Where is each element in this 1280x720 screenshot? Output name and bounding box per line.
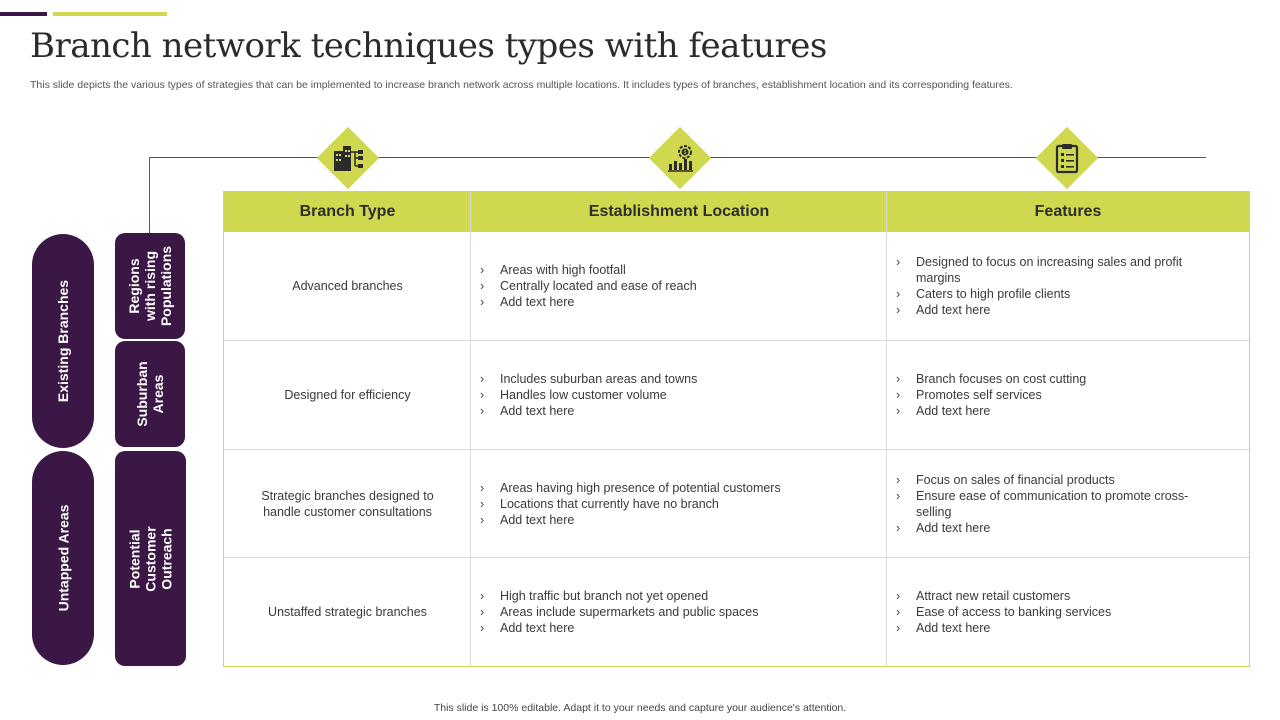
table-row-2-branch-type: Designed for efficiency (284, 388, 411, 402)
list-item: › Add text here (896, 520, 1196, 536)
list-item: › Caters to high profile clients (896, 286, 1196, 302)
list-item: › Locations that currently have no branch (480, 496, 781, 512)
table-row-1-location (480, 232, 880, 340)
table-row-4-features (896, 558, 1196, 666)
table-row-3-branch-type: Strategic branches designed to handle customer consultations (261, 488, 434, 519)
column-header-branch-type: Branch Type (224, 192, 471, 232)
table-row-4-branch-type: Unstaffed strategic branches (268, 605, 427, 619)
list-item: › Designed to focus on increasing sales and profit margins (896, 254, 1196, 286)
accent-bar-lime (53, 12, 167, 16)
list-item: › Branch focuses on cost cutting (896, 371, 1086, 387)
list-item: › Add text here (480, 403, 697, 419)
list-item: › Handles low customer volume (480, 387, 697, 403)
group-pill-existing-branches (32, 234, 94, 448)
table-row-3-location (480, 450, 880, 557)
page-title: Branch network techniques types with features (30, 26, 827, 66)
table-row-4-location (480, 558, 880, 666)
list-item: › Add text here (480, 620, 758, 636)
connector-line-vertical (149, 157, 150, 235)
list-item: › Centrally located and ease of reach (480, 278, 697, 294)
subgroup-pill-suburban-areas (115, 341, 185, 447)
table-row-1-features (896, 232, 1196, 340)
list-item: › Focus on sales of financial products (896, 472, 1196, 488)
list-item: › Add text here (896, 403, 1086, 419)
table-row-3-features (896, 450, 1196, 557)
accent-bar-dark (0, 12, 47, 16)
table-row-2-location (480, 341, 880, 449)
list-item: › Ensure ease of communication to promote cross-selling (896, 488, 1196, 520)
branch-techniques-table (223, 191, 1250, 667)
footer-note: This slide is 100% editable. Adapt it to your needs and capture your audience's attention. (433, 702, 847, 714)
clipboard-checklist-icon (1047, 138, 1087, 178)
column-header-establishment-location: Establishment Location (471, 192, 887, 232)
list-item: › Areas with high footfall (480, 262, 697, 278)
list-item: › High traffic but branch not yet opened (480, 588, 758, 604)
list-item: › Add text here (480, 294, 697, 310)
subgroup-pill-rising-populations (115, 233, 185, 339)
list-item: › Add text here (896, 620, 1111, 636)
svg-text:$: $ (683, 150, 687, 156)
list-item: › Areas having high presence of potential customers (480, 480, 781, 496)
subgroup-pill-customer-outreach (115, 451, 186, 666)
list-item: › Attract new retail customers (896, 588, 1111, 604)
growth-chart-gear-icon (660, 138, 700, 178)
list-item: › Add text here (480, 512, 781, 528)
table-row-2-features (896, 341, 1196, 449)
list-item: › Ease of access to banking services (896, 604, 1111, 620)
group-pill-untapped-areas (32, 451, 94, 665)
list-item: › Add text here (896, 302, 1196, 318)
column-divider (886, 192, 887, 666)
list-item: › Areas include supermarkets and public spaces (480, 604, 758, 620)
page-subtitle: This slide depicts the various types of strategies that can be implemented to increase branch network across multiple locations. It includes types of branches, establishment location and its corresponding features. (30, 79, 1013, 91)
group-label: Untapped Areas (55, 504, 71, 612)
list-item: › Promotes self services (896, 387, 1086, 403)
list-item: › Includes suburban areas and towns (480, 371, 697, 387)
group-label: Existing Branches (55, 279, 71, 403)
subgroup-label: Potential Customer Outreach (126, 525, 175, 592)
column-header-features: Features (887, 192, 1249, 232)
buildings-network-icon (328, 138, 368, 178)
subgroup-label: Suburban Areas (134, 361, 166, 427)
table-row-1-branch-type: Advanced branches (292, 279, 403, 293)
subgroup-label: Regions with rising Populations (126, 245, 175, 327)
